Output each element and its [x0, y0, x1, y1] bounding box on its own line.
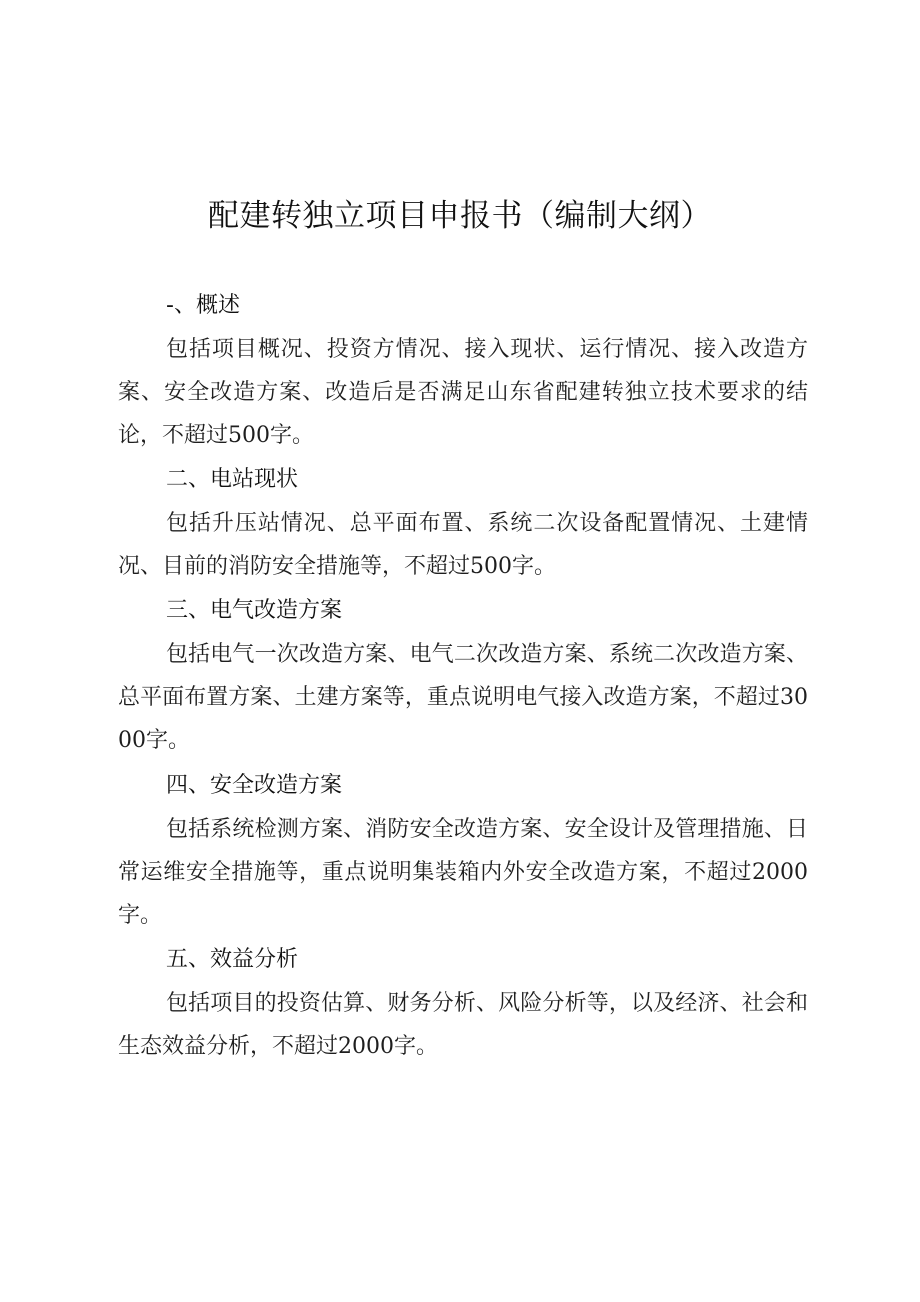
section-overview [118, 284, 808, 457]
section-heading: 五、效益分析 [166, 947, 299, 972]
section-body: 包括项目的投资估算、财务分析、风险分析等，以及经济、社会和生态效益分析，不超过2000字。 [118, 991, 808, 1059]
section-heading: -、概述 [166, 293, 240, 318]
section-body: 包括系统检测方案、消防安全改造方案、安全设计及管理措施、日常运维安全措施等，重点说明集装箱内外安全改造方案，不超过2000字。 [118, 817, 808, 928]
section-body: 包括电气一次改造方案、电气二次改造方案、系统二次改造方案、总平面布置方案、土建方案等，重点说明电气接入改造方案，不超过3000字。 [118, 642, 808, 753]
section-safety-plan [118, 764, 808, 937]
section-heading: 四、安全改造方案 [166, 773, 343, 798]
section-heading: 二、电站现状 [166, 467, 299, 492]
document-title: 配建转独立项目申报书（编制大纲） [208, 198, 712, 234]
section-body: 包括升压站情况、总平面布置、系统二次设备配置情况、土建情况、目前的消防安全措施等，不超过500字。 [118, 511, 808, 579]
section-station-status [118, 458, 808, 588]
section-electrical-plan [118, 589, 808, 762]
section-body: 包括项目概况、投资方情况、接入现状、运行情况、接入改造方案、安全改造方案、改造后是否满足山东省配建转独立技术要求的结论，不超过500字。 [118, 337, 808, 448]
section-heading: 三、电气改造方案 [166, 598, 343, 623]
section-benefit-analysis [118, 938, 808, 1068]
